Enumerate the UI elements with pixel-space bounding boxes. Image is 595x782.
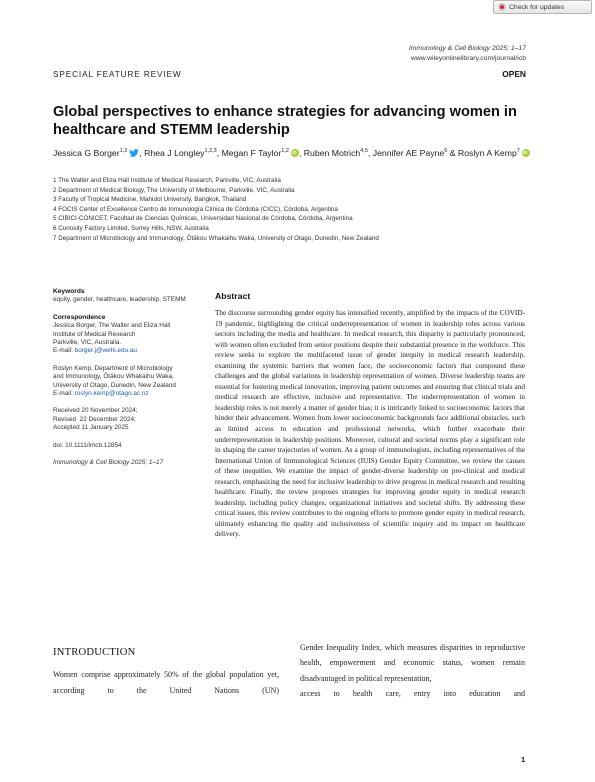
affiliation-item: 4 FOCIS Center of Excellence Centro de Inmunología Clínica de Córdoba (CICC), Córdoba, Argentina bbox=[53, 205, 338, 213]
author-affiliation-marks: 7 bbox=[516, 148, 520, 154]
author bbox=[53, 148, 144, 158]
open-access-label: OPEN bbox=[502, 69, 526, 79]
email-link-kemp[interactable]: roslyn.kemp@otago.ac.nz bbox=[74, 390, 149, 398]
body-column-2 bbox=[300, 640, 525, 701]
affiliation-item: 5 CIBICI-CONICET. Facultad de Ciencias Químicas, Universidad Nacional de Córdoba, Córdoba, Argentina bbox=[53, 215, 353, 223]
body-column-1: Women comprise approximately 50% of the global population yet, according to the United Nations (UN) bbox=[53, 670, 279, 695]
author bbox=[144, 148, 221, 158]
correspondence-2-line: and Immunology, Ōtākou Whakaihu Waka, bbox=[53, 373, 174, 381]
keywords-heading: Keywords bbox=[53, 288, 85, 295]
correspondence-2-line: Roslyn Kemp, Department of Microbiology bbox=[53, 364, 173, 372]
affiliation-item: 3 Faculty of Tropical Medicine, Mahidol University, Bangkok, Thailand bbox=[53, 196, 247, 204]
author-affiliation-marks: 1,2,3 bbox=[204, 148, 217, 154]
abstract-heading: Abstract bbox=[215, 291, 251, 301]
author-name: Jennifer AE Payne bbox=[372, 147, 445, 158]
affiliation-item: 2 Department of Medical Biology, The University of Melbourne, Parkville, VIC, Australia bbox=[53, 186, 295, 194]
article-title: Global perspectives to enhance strategies for advancing women in healthcare and STEMM leadership bbox=[53, 104, 517, 138]
introduction-heading: INTRODUCTION bbox=[53, 647, 136, 658]
correspondence-2-line: University of Otago, Dunedin, New Zealand bbox=[53, 381, 176, 389]
author-separator: & bbox=[447, 147, 458, 158]
author bbox=[304, 148, 373, 158]
author bbox=[373, 148, 458, 158]
affiliation-list bbox=[53, 176, 533, 243]
affiliation-item: 6 Curiosity Factory Limited, Surrey Hills, NSW, Australia bbox=[53, 224, 209, 232]
abstract-text: The discourse surrounding gender equity has intensified recently, amplified by the impacts of the COVID-19 pandemic, highlighting the critical underrepresentation of women in leadership roles across various sectors including the media and healthcare. In medical research, this disparity is particularly pronounced, with women often excluded from senior positions despite their substantial presence in the workforce. This review seeks to explore the multifaceted issue of gender inequity in medical research leadership, examining the systemic barriers that women face, the socioeconomic factors that compound these challenges and the global variations in leadership representation of women. Diverse leadership teams are essential for fostering medical innovation, improving patient outcomes and ensuring that clinical trials and medical research are effective, inclusive and representative. The underrepresentation of women in leadership roles is not merely a matter of gender bias; it is intricately linked to socioeconomic factors that hinder their advancement. Women from lower socioeconomic backgrounds face additional obstacles, such as limited access to education and professional networks, which further exacerbate their underrepresentation in leadership positions. Moreover, cultural and societal norms play a significant role in shaping the career trajectories of women. As a group of immunologists, including representatives of the International Union of Immunological Sciences (IUIS) Gender Equity Committee, we review the causes of these inequities. We examine the impact of gender-diverse leadership on pre-clinical and medical research, emphasizing the need for inclusive leadership to drive progress in medical research and resulting healthcare. Finally, the review proposes strategies for improving gender equity in medical research leadership, including policy changes, organizational initiatives and societal shifts. By addressing these critical issues, this review contributes to the ongoing efforts to promote gender equity in medical research, ultimately enhancing the quality and inclusiveness of scientific inquiry and its impact on healthcare delivery. bbox=[215, 309, 525, 539]
author-name: Rhea J Longley bbox=[144, 147, 205, 158]
author-separator: , bbox=[216, 147, 222, 158]
body-column-2-text: Gender Inequality Index, which measures disparities in reproductive health, empowerment and economic status, women remain disadvantaged in political representation, bbox=[300, 643, 525, 683]
doi-text[interactable]: doi: 10.1111/imcb.12854 bbox=[53, 441, 122, 449]
author-name: Jessica G Borger bbox=[53, 147, 120, 158]
author bbox=[222, 148, 304, 158]
article-info-sidebar bbox=[53, 288, 193, 477]
author-affiliation-marks: 1,2 bbox=[281, 148, 289, 154]
journal-url[interactable]: www.wileyonlinelibrary.com/journal/icb bbox=[410, 54, 526, 62]
check-for-updates-button[interactable] bbox=[493, 0, 592, 14]
author-affiliation-marks: 6 bbox=[444, 148, 448, 154]
received-date: Received 20 November 2024; bbox=[53, 407, 138, 415]
accepted-date: Accepted 11 January 2025 bbox=[53, 424, 129, 432]
author-affiliation-marks: 1,2 bbox=[119, 148, 128, 154]
body-column-2-last-line: access to health care, entry into education and bbox=[300, 688, 525, 698]
author-affiliation-marks: 4,5 bbox=[360, 148, 368, 154]
journal-citation: Immunology & Cell Biology 2025; 1–17 bbox=[408, 45, 526, 52]
author-name: Ruben Motrich bbox=[303, 147, 361, 158]
author-name: Roslyn A Kemp bbox=[457, 147, 517, 158]
keywords-text: equity, gender, healthcare, leadership, STEMM bbox=[53, 296, 186, 304]
email-prefix: E-mail: bbox=[53, 390, 75, 398]
author-separator: , bbox=[139, 147, 145, 158]
revised-date: Revised 22 December 2024; bbox=[53, 415, 136, 423]
journal-reference: Immunology & Cell Biology 2025; 1–17 bbox=[53, 459, 164, 467]
author-separator: , bbox=[298, 147, 304, 158]
correspondence-1-line: Jessica Borger, The Walter and Eliza Hall bbox=[53, 322, 171, 330]
author-list bbox=[53, 145, 533, 160]
author-separator: , bbox=[367, 147, 373, 158]
crossmark-icon bbox=[498, 3, 506, 11]
page-number: 1 bbox=[521, 755, 526, 764]
journal-meta bbox=[409, 44, 526, 63]
correspondence-1-line: Parkville, VIC, Australia. bbox=[53, 339, 122, 347]
author-name: Megan F Taylor bbox=[221, 147, 282, 158]
affiliation-item: 7 Department of Microbiology and Immunology, Ōtākou Whakaihu Waka, University of Otago, Dunedin, New Zealand bbox=[53, 234, 379, 242]
correspondence-1-line: Institute of Medical Research bbox=[53, 330, 136, 338]
email-link-borger[interactable]: borger.j@wehi.edu.au bbox=[74, 347, 137, 355]
orcid-icon[interactable] bbox=[522, 149, 530, 157]
correspondence-heading: Correspondence bbox=[53, 313, 106, 321]
email-prefix: E-mail: bbox=[53, 347, 75, 355]
twitter-icon[interactable] bbox=[129, 149, 139, 157]
author bbox=[458, 148, 530, 158]
orcid-icon[interactable] bbox=[291, 149, 299, 157]
check-for-updates-label: Check for updates bbox=[509, 3, 565, 11]
affiliation-item: 1 The Walter and Eliza Hall Institute of Medical Research, Parkville, VIC, Australia bbox=[53, 177, 281, 184]
section-label: SPECIAL FEATURE REVIEW bbox=[53, 70, 182, 79]
